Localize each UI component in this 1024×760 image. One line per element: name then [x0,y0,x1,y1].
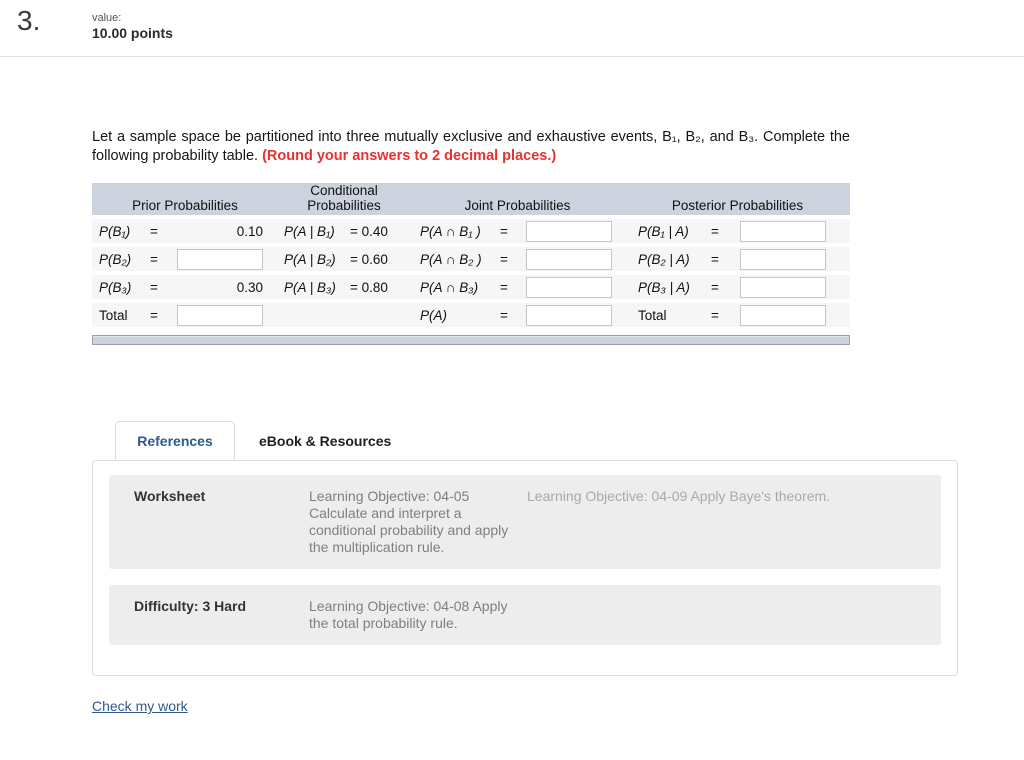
equals-sign: = [711,307,719,323]
difficulty-row [109,585,941,645]
question-body [92,128,850,345]
difficulty-label: Difficulty: 3 Hard [134,598,247,614]
tab-ebook-resources-label: eBook & Resources [259,432,392,449]
joint-b3-input[interactable] [526,277,612,298]
learning-objective-04-08: Learning Objective: 04-08 Apply the total probability rule. [309,598,508,631]
tab-references-label: References [137,433,213,449]
joint-b2-input[interactable] [526,249,612,270]
references-panel [92,460,958,676]
table-row-total [92,303,850,327]
posterior-total-label: Total [638,307,667,323]
joint-pa-input[interactable] [526,305,612,326]
equals-sign: = [150,307,158,323]
prior-cell-b3 [92,275,278,299]
joint-cell-pa [410,303,625,327]
prior-b1-value: 0.10 [236,223,263,239]
posterior-cell-b3 [625,275,850,299]
posterior-b3-input[interactable] [740,277,826,298]
prior-cell-total [92,303,278,327]
probability-table [92,183,850,327]
problem-statement [92,128,850,166]
header-joint-probabilities: Joint Probabilities [464,198,571,213]
learning-objective-04-05: Learning Objective: 04-05 Calculate and interpret a conditional probability and apply the multiplication rule. [309,488,509,555]
worksheet-label: Worksheet [134,488,206,504]
equals-sign: = [711,279,719,295]
header-divider [0,56,1024,57]
joint-b3-label: P(A ∩ B₃) [420,279,479,295]
table-row [92,275,850,299]
joint-pa-label: P(A) [420,307,447,323]
equals-sign: = [500,279,508,295]
prior-b3-label: P(B₃) [99,279,132,295]
conditional-cell-b3 [278,275,410,299]
horizontal-scrollbar[interactable] [92,335,850,345]
posterior-b1-label: P(B₁ | A) [638,223,689,239]
posterior-cell-total [625,303,850,327]
prior-cell-b1 [92,219,278,243]
joint-cell-b1 [410,219,625,243]
worksheet-row [109,475,941,569]
joint-cell-b3 [410,275,625,299]
empty-column [524,598,917,632]
tab-references[interactable] [115,421,235,460]
joint-b1-label: P(A ∩ B₁ ) [420,223,481,239]
tab-bar [115,421,958,460]
conditional-b2-label: P(A | B₂) [284,251,336,267]
problem-text: Let a sample space be partitioned into three mutually exclusive and exhaustive events, B₁, B₂, and B₃. Complete the following probability table. [92,129,850,164]
points-label: 10.00 points [92,25,173,41]
conditional-b1-value: = 0.40 [350,223,388,239]
prior-cell-b2 [92,247,278,271]
equals-sign: = [500,223,508,239]
references-section [92,421,958,676]
check-my-work-link[interactable]: Check my work [92,698,188,714]
question-number: 3. [17,5,41,36]
conditional-cell-empty [278,303,410,327]
equals-sign: = [500,307,508,323]
table-row [92,247,850,271]
prior-b3-value: 0.30 [236,279,263,295]
posterior-b2-label: P(B₂ | A) [638,251,690,267]
equals-sign: = [711,223,719,239]
header-prior-probabilities: Prior Probabilities [132,198,238,213]
header-posterior-probabilities: Posterior Probabilities [671,198,804,213]
equals-sign: = [500,251,508,267]
posterior-total-input[interactable] [740,305,826,326]
conditional-b1-label: P(A | B₁) [284,223,335,239]
equals-sign: = [150,251,158,267]
question-header [0,0,1024,56]
joint-b1-input[interactable] [526,221,612,242]
prior-b2-label: P(B₂) [99,251,132,267]
posterior-cell-b1 [625,219,850,243]
value-label: value: [92,12,122,24]
table-header-row [92,183,850,215]
prior-total-label: Total [99,307,128,323]
equals-sign: = [711,251,719,267]
conditional-b3-value: = 0.80 [350,279,388,295]
prior-b1-label: P(B₁) [99,223,131,239]
posterior-b3-label: P(B₃ | A) [638,279,690,295]
prior-total-input[interactable] [177,305,263,326]
joint-b2-label: P(A ∩ B₂ ) [420,251,482,267]
header-conditional-text: Conditional Probabilities [307,183,381,213]
joint-cell-b2 [410,247,625,271]
equals-sign: = [150,279,158,295]
posterior-b1-input[interactable] [740,221,826,242]
header-conditional-probabilities [278,183,410,215]
conditional-b3-label: P(A | B₃) [284,279,336,295]
rounding-instruction: (Round your answers to 2 decimal places.) [262,148,557,164]
conditional-b2-value: = 0.60 [350,251,388,267]
conditional-cell-b2 [278,247,410,271]
posterior-b2-input[interactable] [740,249,826,270]
table-row [92,219,850,243]
posterior-cell-b2 [625,247,850,271]
learning-objective-04-09: Learning Objective: 04-09 Apply Baye's theorem. [527,488,831,504]
equals-sign: = [150,223,158,239]
question-value [92,12,173,41]
conditional-cell-b1 [278,219,410,243]
tab-ebook-resources[interactable] [235,421,415,460]
prior-b2-input[interactable] [177,249,263,270]
